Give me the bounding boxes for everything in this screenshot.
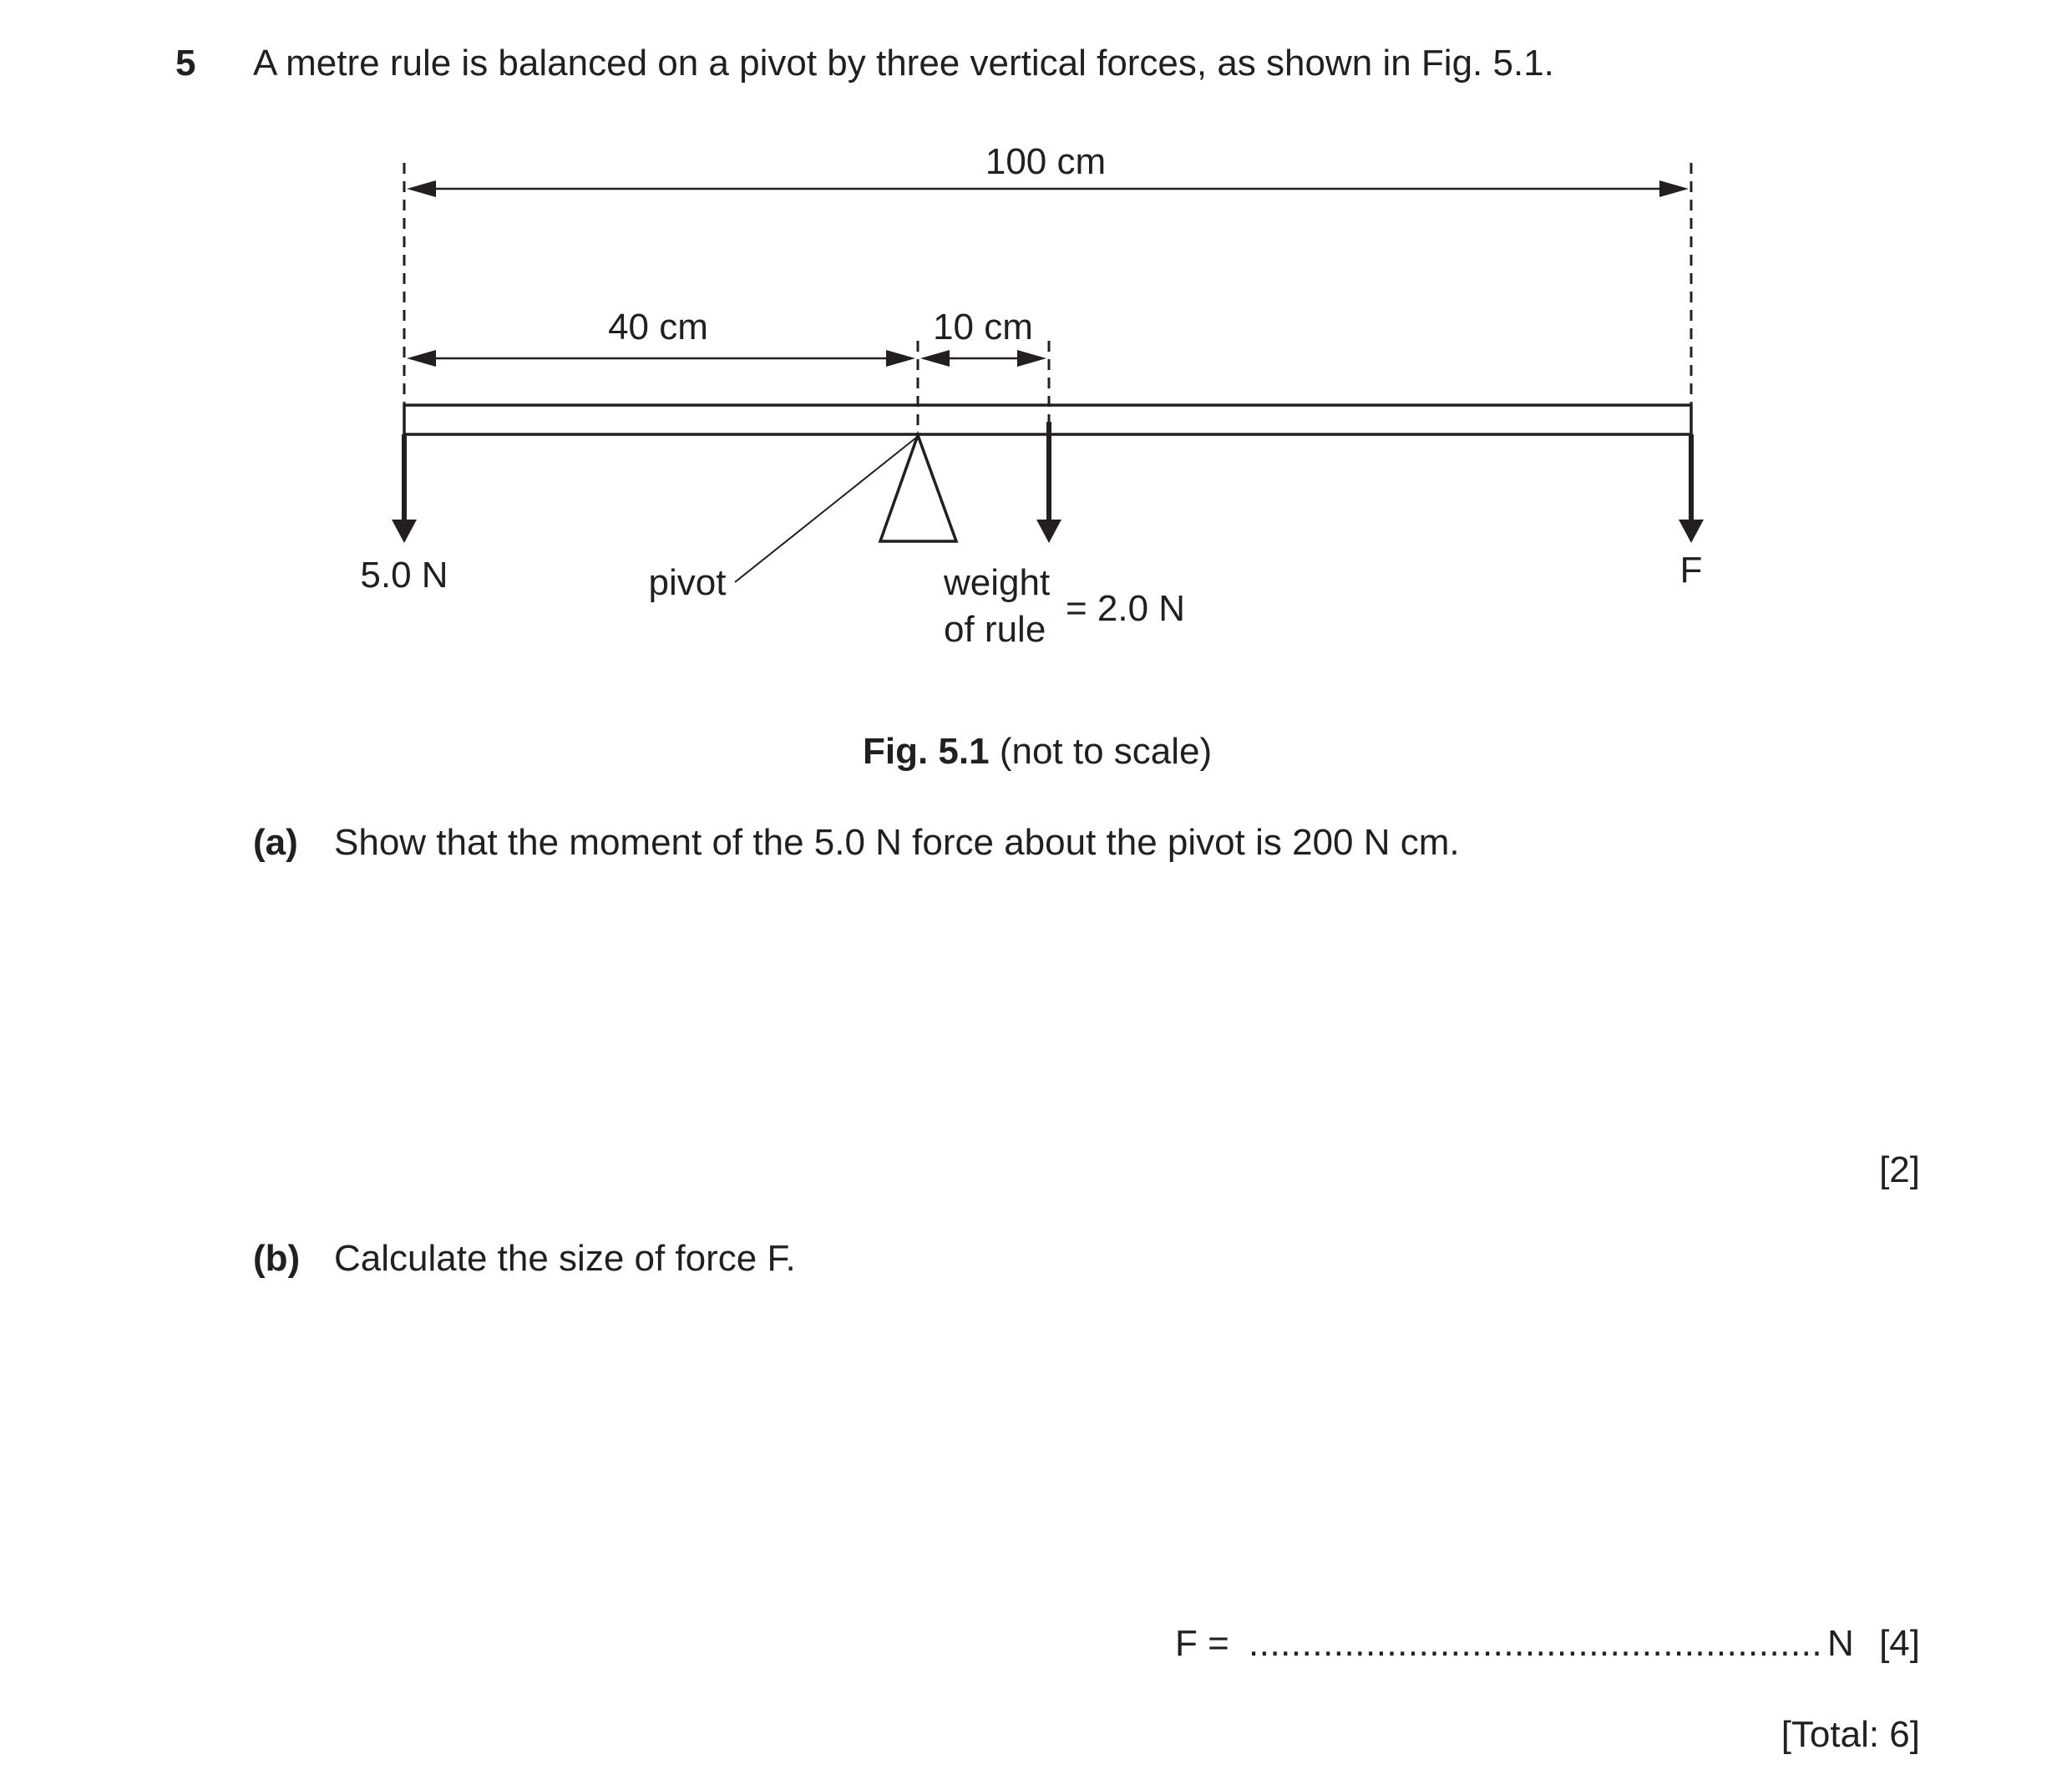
- figure-caption-number: Fig. 5.1: [863, 731, 990, 772]
- answer-unit: N: [1827, 1623, 1854, 1664]
- right-force-label: F: [1679, 550, 1703, 591]
- answer-line[interactable]: ......................................................: [1249, 1623, 1823, 1664]
- total-marks: [Total: 6]: [1781, 1714, 1920, 1755]
- dimension-label-10cm: 10 cm: [933, 307, 1033, 347]
- dimension-40cm: [407, 350, 915, 367]
- question-number: 5: [175, 43, 196, 84]
- figure-caption: [863, 733, 1212, 770]
- left-force-label: 5.0 N: [360, 555, 448, 596]
- left-force-arrow: [392, 434, 417, 543]
- metre-rule-diagram: [0, 0, 2072, 752]
- weight-label-line1: weight: [944, 562, 1051, 603]
- answer-prefix: F =: [1175, 1623, 1229, 1664]
- figure-caption-note: (not to scale): [989, 731, 1213, 772]
- part-b-label: (b): [253, 1238, 301, 1279]
- weight-arrow: [1036, 422, 1061, 543]
- pivot-triangle: [880, 435, 956, 541]
- part-b-marks: [4]: [1879, 1623, 1920, 1664]
- part-b-text: Calculate the size of force F.: [334, 1238, 796, 1279]
- part-a-label: (a): [253, 822, 298, 863]
- right-force-arrow: [1679, 434, 1704, 543]
- pivot-leader-line: [735, 438, 916, 582]
- dimension-10cm: [920, 350, 1046, 367]
- part-a-marks: [2]: [1879, 1149, 1920, 1190]
- dimension-label-100cm: 100 cm: [985, 141, 1107, 182]
- question-stem: A metre rule is balanced on a pivot by three vertical forces, as shown in Fig. 5.1.: [253, 43, 1554, 84]
- dimension-label-40cm: 40 cm: [608, 307, 708, 347]
- weight-label-line2: of rule: [944, 609, 1046, 650]
- dimension-100cm: [407, 180, 1689, 197]
- pivot-label: pivot: [648, 562, 727, 603]
- weight-value-label: = 2.0 N: [1066, 588, 1186, 629]
- part-a-text: Show that the moment of the 5.0 N force about the pivot is 200 N cm.: [334, 822, 1460, 863]
